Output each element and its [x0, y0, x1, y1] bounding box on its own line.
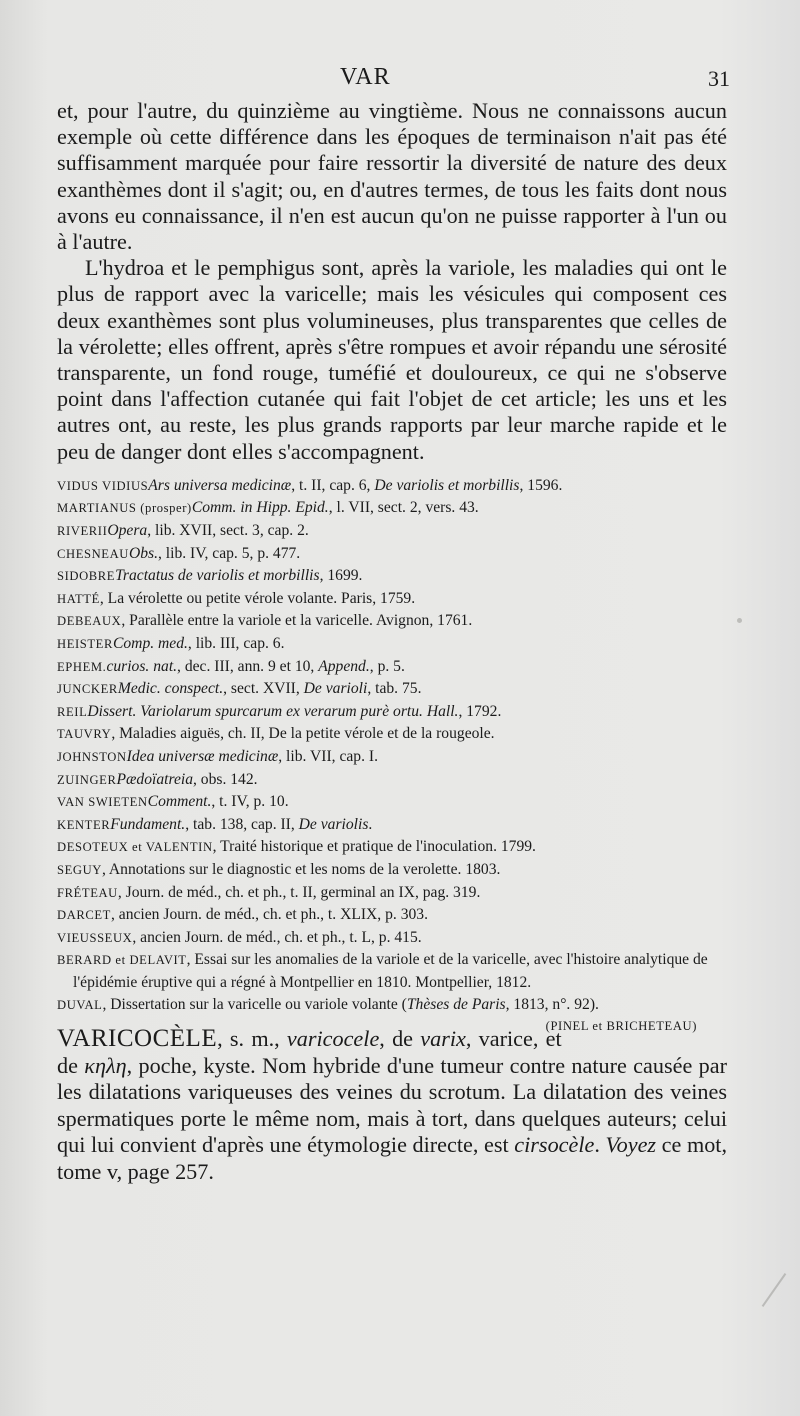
- reference-item: [57, 475, 727, 498]
- reference-item: [57, 497, 727, 520]
- reference-detail: , Dissertation sur la varicelle ou variole volante (: [102, 995, 407, 1013]
- page-body: [57, 98, 727, 1207]
- reference-author: DESOTEUX et VALENTIN: [57, 840, 213, 855]
- reference-title: Comment.: [147, 793, 212, 811]
- reference-title: Obs.: [128, 544, 158, 562]
- reference-author: VIDUS VIDIUS: [57, 478, 149, 493]
- reference-author: TAUVRY: [57, 727, 112, 742]
- reference-detail: , 1699.: [319, 567, 363, 585]
- reference-detail: , l. VII, sect. 2, vers. 43.: [328, 499, 479, 517]
- paper-speck: [737, 618, 742, 623]
- reference-title: Pædoïatreia: [116, 770, 193, 788]
- reference-author: JOHNSTON: [57, 749, 127, 764]
- reference-item: [57, 543, 727, 566]
- reference-title: Thèses de Paris,: [406, 995, 510, 1013]
- etymology-latin: varix: [420, 1026, 466, 1052]
- reference-title: Medic. conspect.: [117, 680, 224, 698]
- running-title: VAR: [340, 64, 391, 90]
- reference-title: Opera: [107, 522, 148, 540]
- reference-detail: , lib. III, cap. 6.: [187, 635, 285, 652]
- reference-detail: , 1792.: [458, 702, 502, 720]
- reference-title: curios. nat.: [106, 657, 178, 675]
- reference-author: MARTIANUS (prosper): [57, 501, 192, 516]
- reference-detail: , Annotations sur le diagnostic et les noms de la verolette. 1803.: [101, 860, 501, 878]
- reference-author: VIEUSSEUX: [57, 930, 133, 945]
- reference-item: [57, 814, 727, 837]
- reference-author: SEGUY: [57, 862, 102, 877]
- reference-author: DARCET: [57, 908, 111, 923]
- reference-title: Comm. in Hipp. Epid.: [191, 499, 329, 517]
- reference-detail: , Essai sur les anomalies de la variole et de la varicelle, avec l'histoire analytique de l'épidémie éruptive qui a régné à Montpellier en 1810. Montpellier, 1812.: [73, 951, 708, 991]
- reference-detail: , Parallèle entre la variole et la varicelle. Avignon, 1761.: [121, 612, 473, 630]
- reference-title: De variolis et morbillis: [374, 476, 520, 494]
- reference-item: [57, 769, 727, 792]
- page-number: 31: [708, 66, 730, 91]
- reference-item: [57, 746, 727, 769]
- reference-detail: , t. IV, p. 10.: [211, 793, 289, 811]
- voyez-label: Voyez: [605, 1132, 657, 1158]
- reference-detail: , tab. 75.: [367, 680, 422, 698]
- reference-title: De variolis: [298, 815, 369, 833]
- reference-title: Append.: [318, 657, 370, 675]
- reference-item: [57, 565, 727, 588]
- reference-title: Comp. med.: [112, 635, 188, 652]
- paragraph-hydroa: L'hydroa et le pemphigus sont, après la variole, les maladies qui ont le plus de rapport avec la varicelle; mais les vésicules qui composent ces deux exanthèmes sont plus volumineuses, plus transparentes que celles de la vérolette; elles offrent, après s'être rompues et avoir répandu une sérosité transparente, un fond rouge, tuméfié et douloureux, ce qui ne s'observe point dans l'affection cutanée qui fait l'objet de cet article; les uns et les autres ont, au reste, les plus grands rapports par leur marche rapide et le peu de danger dont elles s'accompagnent.: [57, 255, 727, 464]
- reference-item: [57, 927, 727, 950]
- reference-detail: , lib. XVII, sect. 3, cap. 2.: [147, 522, 309, 540]
- reference-author: REIL: [57, 704, 88, 719]
- reference-author: KENTER: [57, 817, 111, 832]
- reference-item: [57, 882, 727, 905]
- dictionary-entry: VARICOCÈLE, s. m., varicocele, de varix, varice, et de κηλη, poche, kyste. Nom hybride d'une tumeur contre nature causée par les dilatations variqueuses des veines du scrotum. La dilatation des veines spermatiques porte le même nom, mais à tort, dans quelques auteurs; celui qui lui convient d'après une étymologie directe, est cirsocèle. Voyez ce mot, tome v, page 257.: [57, 1025, 728, 1184]
- latin-term: varicocele: [286, 1026, 380, 1052]
- reference-detail: , obs. 142.: [193, 770, 258, 788]
- reference-author: CHESNEAU: [57, 546, 129, 561]
- reference-detail: , ancien Journ. de méd., ch. et ph., t. XLIX, p. 303.: [110, 906, 428, 924]
- reference-item: [57, 678, 727, 701]
- reference-detail: , 1596.: [519, 476, 563, 494]
- reference-detail: , lib. VII, cap. I.: [278, 747, 378, 765]
- reference-detail: , t. II, cap. 6,: [291, 476, 375, 494]
- reference-author: FRÉTEAU: [57, 885, 118, 900]
- reference-item: [57, 588, 727, 611]
- reference-author: SIDOBRE: [57, 569, 116, 584]
- reference-detail: , lib. IV, cap. 5, p. 477.: [158, 544, 301, 562]
- entry-headword: VARICOCÈLE: [57, 1025, 218, 1053]
- reference-author: HATTÉ: [57, 591, 100, 606]
- reference-item: [57, 791, 727, 814]
- reference-item: [57, 723, 727, 746]
- reference-detail: 1813, n°. 92).: [509, 995, 599, 1013]
- reference-detail: , Maladies aiguës, ch. II, De la petite vérole et de la rougeole.: [111, 725, 495, 743]
- reference-author: HEISTER: [57, 637, 113, 651]
- reference-detail: , Traité historique et pratique de l'inoculation. 1799.: [212, 838, 536, 856]
- reference-item: [57, 836, 727, 859]
- reference-title: Idea universæ medicinæ: [126, 747, 279, 765]
- reference-author: VAN SWIETEN: [57, 795, 148, 810]
- reference-title: De varioli: [303, 680, 368, 698]
- reference-title: Ars universa medicinæ: [148, 476, 292, 494]
- reference-item: [57, 520, 727, 543]
- reference-author: DUVAL: [57, 997, 103, 1012]
- reference-item: [57, 904, 727, 927]
- reference-item: [57, 994, 727, 1034]
- reference-detail: , dec. III, ann. 9 et 10,: [177, 657, 319, 675]
- reference-detail: .: [368, 815, 373, 833]
- running-header: [0, 64, 800, 94]
- reference-title: Dissert. Variolarum spurcarum ex verarum purè ortu. Hall.: [87, 702, 459, 720]
- etymology-greek: κηλη: [84, 1052, 127, 1078]
- reference-author: EPHEM.: [57, 659, 107, 674]
- reference-detail: , tab. 138, cap. II,: [185, 815, 299, 833]
- article-authors-credit: (PINEL et BRICHETEAU): [545, 1019, 697, 1034]
- reference-author: JUNCKER: [57, 682, 118, 697]
- bibliography: [57, 475, 727, 1034]
- reference-item: [57, 949, 727, 993]
- reference-item: [57, 656, 727, 679]
- paper-scratch-mark: [762, 1273, 787, 1307]
- reference-detail: , Journ. de méd., ch. et ph., t. II, germinal an IX, pag. 319.: [117, 883, 481, 901]
- reference-item: [57, 633, 727, 656]
- reference-author: DEBEAUX: [57, 614, 122, 629]
- reference-detail: , La vérolette ou petite vérole volante. Paris, 1759.: [99, 589, 416, 607]
- reference-title: Fundament.: [110, 815, 186, 833]
- reference-detail: , p. 5.: [369, 657, 405, 675]
- reference-item: [57, 701, 727, 724]
- reference-item: [57, 859, 727, 882]
- reference-title: Tractatus de variolis et morbillis: [115, 567, 320, 585]
- see-term: cirsocèle: [514, 1132, 595, 1158]
- reference-author: RIVERII: [57, 524, 108, 539]
- paragraph-continuation: et, pour l'autre, du quinzième au vingtième. Nous ne connaissons aucun exemple où cette différence dans les époques de terminaison n'ait pas été suffisamment marquée pour faire ressortir la diversité de nature des deux exanthèmes dont il s'agit; ou, en d'autres termes, de tous les faits dont nous avons eu connaissance, il n'en est aucun qu'on ne puisse rapporter à l'un ou à l'autre.: [57, 98, 727, 255]
- reference-author: BERARD et DELAVIT: [57, 953, 187, 968]
- reference-detail: , ancien Journ. de méd., ch. et ph., t. L, p. 415.: [132, 928, 422, 946]
- reference-author: ZUINGER: [57, 772, 117, 787]
- reference-item: [57, 610, 727, 633]
- reference-detail: , sect. XVII,: [223, 680, 304, 698]
